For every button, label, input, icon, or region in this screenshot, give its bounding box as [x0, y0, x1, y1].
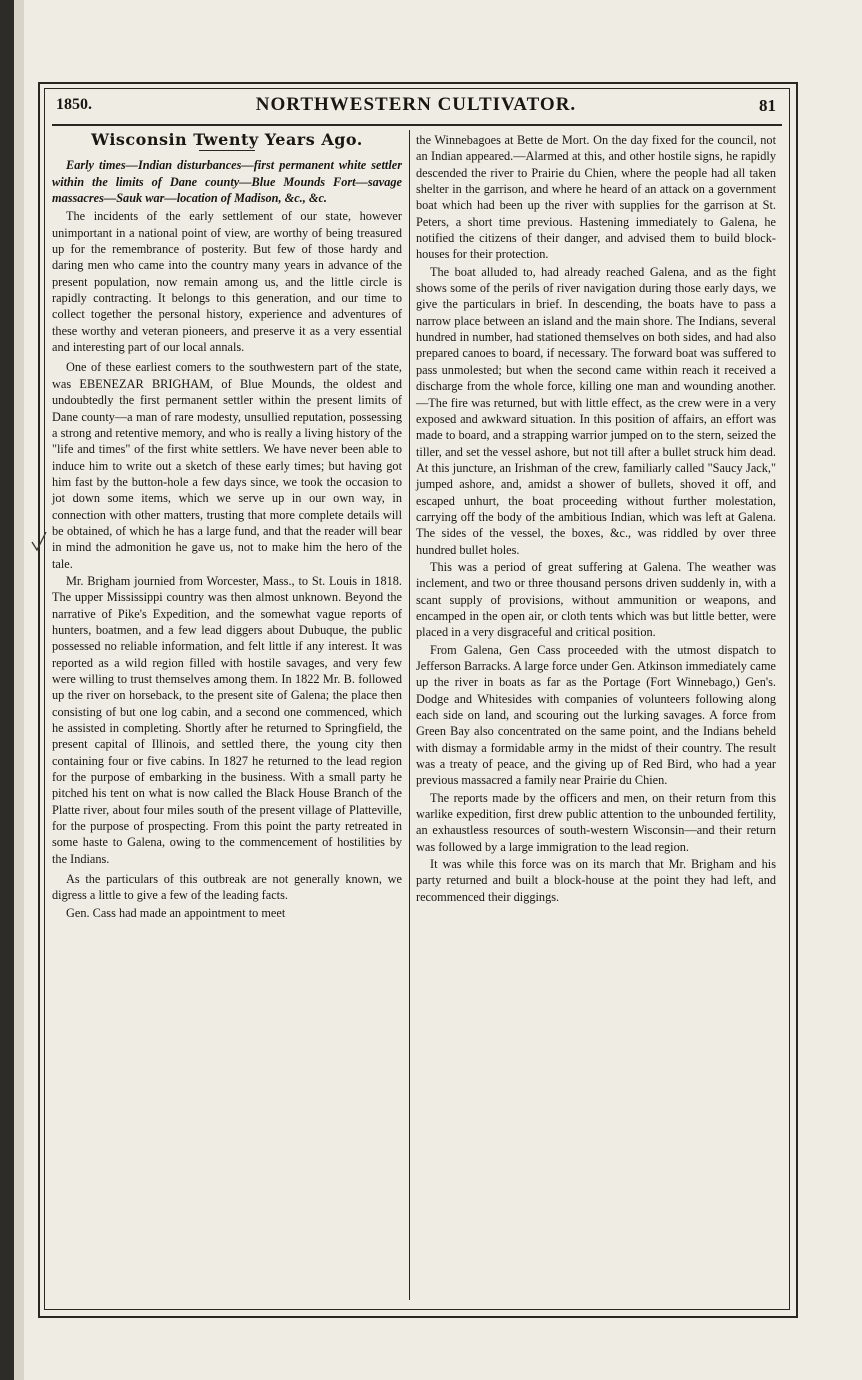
- paragraph: the Winnebagoes at Bette de Mort. On the day fixed for the council, not an Indian appeared.—Alarmed at this, and other hostile signs, he rapidly descended the river to Prairie du Chien, where the people had all taken shelter in the garrison, and where he heard of an attack on a government boat which had been up the river with supplies for the garrison at St. Peters, a short time previous. Hastening immediately to Galena, he notified the citizens of their danger, and advised them to build block-houses for their protection.: [416, 133, 776, 262]
- paragraph: It was while this force was on its march that Mr. Brigham and his party returned and built a block-house at the point they had left, and recommenced their diggings.: [416, 857, 776, 904]
- right-column: [416, 132, 776, 905]
- header-rule: [52, 124, 782, 126]
- header-year: 1850.: [56, 96, 92, 113]
- title-rule: [199, 150, 255, 151]
- paragraph: The boat alluded to, had already reached Galena, and as the fight shows some of the perils of river navigation during those early days, we give the particulars in brief. In descending, the boats have to pass a narrow place between an island and the main shore. The Indians, several hundred in number, had stationed themselves on both sides, and had also prepared canoes to board, if necessary. The forward boat was suffered to pass unmolested; but when the second came within reach it received a discharge from the whole force, killing one man and wounding another.—The fire was returned, but with little effect, as the crew were in a very exposed and awkward situation. In this position of affairs, an effort was made to board, and a strapping warrior jumped on to the stern, seized the tiller, and set the vessel ashore, but not till after a bullet struck him dead. At this juncture, an Irishman of the crew, familiarly called "Saucy Jack," jumped ashore, and, amidst a shower of bullets, shoved it off, and escaped unhurt, the boat proceeding without further molestation, carrying off the body of the ambitious Indian, which was left at Galena. The sides of the vessel, the boxes, &c., was riddled by over three hundred bullet holes.: [416, 264, 776, 557]
- paragraph: The reports made by the officers and men, on their return from this warlike expedition, first drew public attention to the unbounded fertility, an exhaustless resources of south-western Wisconsin—and their return was followed by a large immigration to the lead region.: [416, 790, 776, 854]
- page-gutter: [14, 0, 24, 1380]
- page-number: 81: [759, 96, 776, 115]
- column-divider: [409, 130, 410, 1300]
- article-subtitle: Early times—Indian disturbances—first permanent white settler within the limits of Dane county—Blue Mounds Fort—savage massacres—Sauk war—location of Madison, &c., &c.: [52, 158, 402, 206]
- pencil-check-mark: [30, 530, 48, 552]
- book-binding-edge: [0, 0, 14, 1380]
- article-title: Wisconsin Twenty Years Ago.: [91, 130, 363, 149]
- running-header: [56, 92, 776, 124]
- paragraph: One of these earliest comers to the southwestern part of the state, was EBENEZAR BRIGHAM, of Blue Mounds, the oldest and undoubtedly the first permanent settler within the present limits of Dane county—a man of rare modesty, unsullied reputation, possessing a strong and retentive memory, and who is really a living history of the "life and times" of the first white settlers. We have never been able to induce him to write out a sketch of these early times; but having got him fast by the button-hole a few days since, we took the occasion to jot down some items, which we serve up in our own way, in connection with other matters, trusting that more complete details will be obtained, of which he has a large fund, and that the reader will bear in mind the admonition he gave us, not to make him the hero of the tale.: [52, 360, 402, 571]
- paragraph: The incidents of the early settlement of our state, however unimportant in a national point of view, are worthy of being treasured up for the remembrance of posterity. But few of those hardy and daring men who came into the country many years in advance of the present population, now remain among us, and the little circle is rapidly contracting. It belongs to this generation, and our time to collect together the personal history, experience and adventures of these worthy and veteran pioneers, and preserve it as a very essential and interesting part of our local annals.: [52, 209, 402, 355]
- paragraph: Mr. Brigham journied from Worcester, Mass., to St. Louis in 1818. The upper Mississippi country was then almost unknown. Beyond the narrative of Pike's Expedition, and the somewhat vague reports of hunters, boatmen, and a few lead diggers about Dubuque, the public possessed no reliable information, and felt little if any interest. It was reported as a wild region filled with hostile savages, and very few were willing to trust themselves among them. In 1822 Mr. B. followed up the river on horseback, to the present site of Galena; the place then consisting of but one log cabin, and a second one commenced, which he assisted in completing. Shortly after he returned to Springfield, the present capital of Illinois, and settled there, the young city then containing four or five cabins. In 1827 he returned to the lead region for the purpose of embarking in the business. With a small party he pitched his tent on what is now called the Black House Branch of the Platte river, about four miles south of the present village of Platteville, for the purpose of prospecting. From this point the party retreated in some haste to Galena, owing to the commencement of hostilities by the Indians.: [52, 573, 402, 866]
- paragraph: Gen. Cass had made an appointment to meet: [66, 905, 286, 920]
- paragraph: This was a period of great suffering at Galena. The weather was inclement, and two or three thousand persons driven suddenly in, with a scant supply of provisions, without ammunition or weapons, and encamped in the open air, or cloth tents which was but little better, were placed in a very disgraceful and critical position.: [416, 559, 776, 640]
- left-column: [52, 132, 402, 921]
- header-title: NORTHWESTERN CULTIVATOR.: [255, 94, 577, 115]
- paragraph: From Galena, Gen Cass proceeded with the utmost dispatch to Jefferson Barracks. A large force under Gen. Atkinson immediately came up the river in boats as far as the Portage (Fort Winnebago,) Gen's. Dodge and Whitesides with companies of volunteers following along each side on land, and scouring out the lurking savages. A force from Green Bay also concentrated on the same point, and the Indians beheld with dismay a formidable army in the midst of their country. The result was a treaty of peace, and the giving up of Red Bird, who had a year previous massacred a family near Prairie du Chien.: [416, 642, 776, 788]
- paragraph: As the particulars of this outbreak are not generally known, we digress a little to give a few of the leading facts.: [52, 872, 402, 903]
